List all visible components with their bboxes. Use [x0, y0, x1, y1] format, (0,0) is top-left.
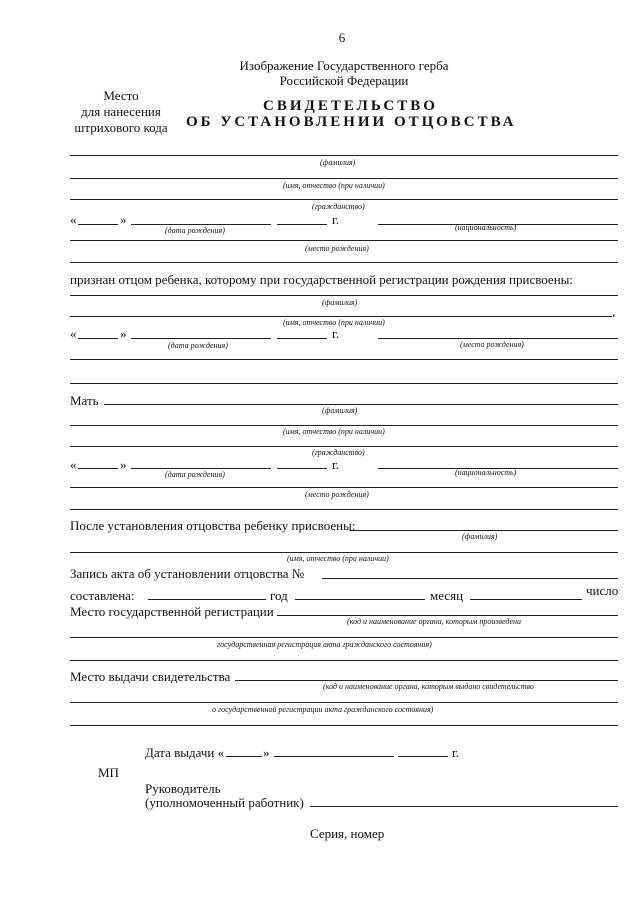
act-year-line[interactable]	[148, 599, 266, 600]
issue-date-close: »	[263, 745, 270, 760]
birth-date-label: (дата рождения)	[165, 226, 225, 235]
mother-birth-month-line[interactable]	[131, 468, 271, 469]
father-birth-year-line[interactable]	[277, 224, 327, 225]
child-surname-label: (фамилия)	[322, 298, 358, 307]
mother-surname-line[interactable]	[104, 404, 618, 405]
child-surname-line[interactable]	[70, 295, 618, 296]
mother-birth-date-label: (дата рождения)	[165, 470, 225, 479]
mother-birthplace-line[interactable]	[70, 487, 618, 488]
child-birthplace-label: (место рождения)	[460, 340, 524, 349]
month-label: месяц	[430, 588, 464, 603]
name-label: (имя, отчество (при наличии)	[283, 181, 385, 190]
father-birth-day-line[interactable]	[78, 224, 118, 225]
issue-place-line-2[interactable]	[70, 702, 618, 703]
child-birth-day-line[interactable]	[78, 338, 118, 339]
mother-label: Мать	[70, 393, 99, 408]
registration-place-line-3[interactable]	[70, 660, 618, 661]
father-birthplace-line[interactable]	[70, 240, 618, 241]
child-birth-year-line[interactable]	[277, 338, 327, 339]
mother-birthplace-line-2[interactable]	[70, 509, 618, 510]
father-birthplace-line-2[interactable]	[70, 262, 618, 263]
year-suffix: г.	[332, 457, 340, 472]
mother-surname-label: (фамилия)	[322, 406, 358, 415]
act-record-label: Запись акта об установлении отцовства №	[70, 566, 305, 581]
new-name-label: (имя, отчество (при наличии)	[287, 554, 389, 563]
issue-place-label: Место выдачи свидетельства	[70, 669, 231, 684]
barcode-place: Место для нанесения штрихового кода	[74, 88, 168, 135]
child-birthplace-line-3[interactable]	[70, 383, 618, 384]
mother-birth-year-line[interactable]	[277, 468, 327, 469]
drawn-up-label: составлена:	[70, 588, 135, 603]
issue-date-label: Дата выдачи «	[145, 745, 225, 760]
mother-citizenship-line[interactable]	[70, 446, 618, 447]
quote-open: «	[70, 326, 77, 341]
new-surname-label: (фамилия)	[462, 532, 498, 541]
issue-org-label-2: о государственной регистрации акта гражданского состояния)	[212, 705, 434, 714]
mother-birth-day-line[interactable]	[78, 468, 118, 469]
surname-label: (фамилия)	[320, 158, 356, 167]
registration-place-label: Место государственной регистрации	[70, 604, 274, 619]
issue-place-line[interactable]	[235, 680, 618, 681]
series-number-label: Серия, номер	[310, 826, 385, 841]
registration-org-label: (код и наименование органа, которым произведена	[347, 617, 522, 626]
mother-citizenship-label: (гражданство)	[312, 448, 365, 457]
nationality-label: (национальность)	[455, 223, 517, 232]
child-birthplace-line[interactable]	[378, 338, 618, 339]
quote-open: «	[70, 212, 77, 227]
father-name-line[interactable]	[70, 178, 618, 179]
mother-name-label: (имя, отчество (при наличии)	[283, 427, 385, 436]
issue-org-label: (код и наименование органа, которым выдано свидетельство	[323, 682, 534, 691]
citizenship-label: (гражданство)	[312, 202, 365, 211]
after-paternity-text: После установления отцовства ребенку присвоены:	[70, 518, 356, 533]
year-label: год	[270, 588, 288, 603]
registration-place-line-2[interactable]	[70, 637, 618, 638]
child-birth-date-label: (дата рождения)	[168, 341, 228, 350]
day-label: число	[586, 583, 619, 598]
mother-name-line[interactable]	[70, 425, 618, 426]
head-label: Руководитель	[145, 781, 221, 796]
child-new-surname-line[interactable]	[350, 530, 618, 531]
signature-line[interactable]	[310, 806, 618, 807]
emblem-placeholder: Изображение Государственного герба Российской Федерации	[239, 58, 449, 88]
certificate-subtitle: ОБ УСТАНОВЛЕНИИ ОТЦОВСТВА	[186, 114, 517, 130]
comma: ,	[612, 304, 616, 319]
issue-day-line[interactable]	[226, 756, 262, 757]
issue-place-line-3[interactable]	[70, 725, 618, 726]
quote-close: »	[120, 212, 127, 227]
act-number-line[interactable]	[322, 578, 618, 579]
mother-birthplace-label: (место рождения)	[305, 490, 369, 499]
child-birth-month-line[interactable]	[131, 338, 271, 339]
certificate-title: СВИДЕТЕЛЬСТВО	[263, 98, 438, 114]
registration-place-line[interactable]	[277, 615, 618, 616]
birthplace-label: (место рождения)	[305, 244, 369, 253]
authorized-label: (уполномоченный работник)	[145, 795, 304, 810]
quote-close: »	[120, 457, 127, 472]
year-suffix: г.	[332, 212, 340, 227]
child-name-label: (имя, отчество (при наличии)	[283, 318, 385, 327]
issue-year-line[interactable]	[398, 756, 448, 757]
act-month-line[interactable]	[295, 599, 425, 600]
father-citizenship-line[interactable]	[70, 199, 618, 200]
page-number: 6	[338, 30, 346, 45]
recognized-text: признан отцом ребенка, которому при государственной регистрации рождения присвоены:	[70, 272, 574, 287]
child-name-line[interactable]	[70, 316, 612, 317]
stamp-place-label: МП	[98, 765, 119, 780]
mother-nationality-label: (национальность)	[455, 468, 517, 477]
quote-close: »	[120, 326, 127, 341]
year-suffix: г.	[332, 326, 340, 341]
issue-month-line[interactable]	[274, 756, 394, 757]
child-new-name-line[interactable]	[70, 552, 618, 553]
quote-open: «	[70, 457, 77, 472]
year-suffix: г.	[452, 745, 460, 760]
act-day-line[interactable]	[470, 599, 582, 600]
father-birth-month-line[interactable]	[131, 224, 271, 225]
registration-org-label-2: государственная регистрация акта гражданского состояния)	[217, 640, 432, 649]
child-birthplace-line-2[interactable]	[70, 359, 618, 360]
father-surname-line[interactable]	[70, 155, 618, 156]
